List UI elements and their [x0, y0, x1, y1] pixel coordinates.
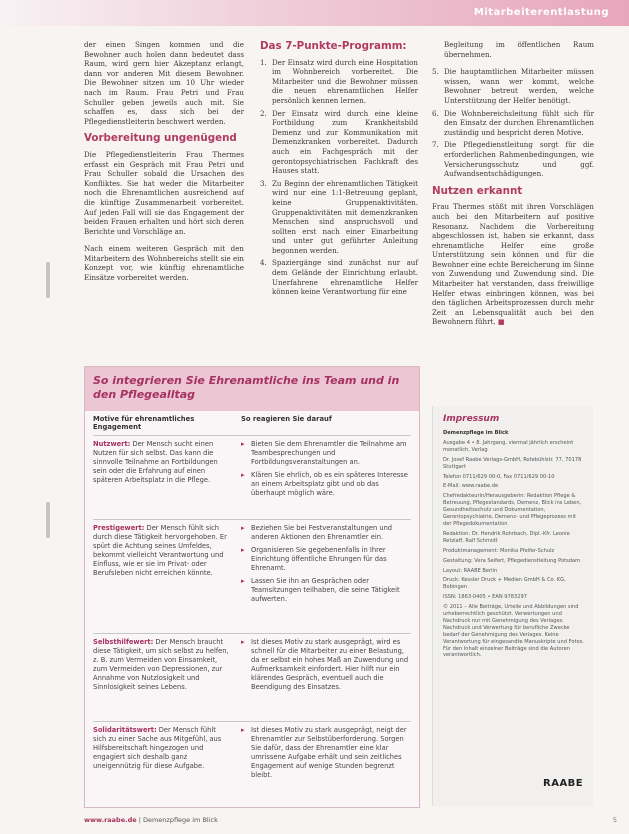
publisher-logo: RAABE [543, 778, 584, 789]
react-cell [241, 726, 411, 784]
impressum-text: Demenzpflege im Blick Ausgabe 4 • 8. Jahrgang, viermal jährlich erscheint monatlich, Verlag Dr. Josef Raabe Verlags-GmbH, Rotebühlstr. 77, 70178 Stuttgart Telefon 0711/629 00-0, Fax 0711/629 00-10 E-Mail: www.raabe.de Chefredakteurin/Herausgeberin: Redaktion Pflege & Betreuung, Pflegestandards, Demenz, Blick ins Leben, Gesundheitsschutz und Dokumentation, Gerontopsychiatrie, Demenz- und Pflegeprozess mit der Pflegedokumentation Redaktion: Dr. Hendrik Rohrbach, Dipl.-Kfr. Leonie Retzlaff, Ralf Schmidt Produktmanagement: Monika Pfeifer-Schulz Gestaltung: Vera Seifert, Pflegedienstleitung Potsdam Layout: RAABE Berlin Druck: Kessler Druck + Medien GmbH & Co. KG, Bobingen ISSN: 1863-0405 • EAN 9783297 © 2011 – Alle Beiträge, Urteile und Abbildungen sind urheberrechtlich geschützt. Verwertungen und Nachdruck nur mit Genehmigung des Verlages. Nachdruck und Verwertung für berufliche Zwecke bedarf der Genehmigung des Verlages. Keine Verantwortung für eingesandte Manuskripte und Fotos. Für den Inhalt einzelner Beiträge sind die Autoren verantwortlich. [443, 430, 584, 659]
motive-cell: Nutzwert: Der Mensch sucht einen Nutzen für sich selbst. Das kann die sinnvolle Teilnahme an Fortbildungen sein oder die Erfahrung auf einen späteren Arbeitsplatz in die Pflege. [93, 440, 218, 484]
list-item: 2. Der Einsatz wird durch eine kleine Fortbildung zum Krankheitsbild Demenz und zur Kommunikation mit Demenzkranken vorbereitet. Dadurch auch ein Fachgespräch mit der gerontopsychiatrischen Fachkraft des Hauses statt. [260, 108, 418, 176]
paragraph: Frau Thermes stößt mit ihren Vorschlägen auch bei den Mitarbeitern auf positive Resonanz. Nachdem die Vorbereitung abgeschlossen ist, haben sie erkannt, dass ehrenamtliche Helfer eine große Unterstützung sein können und für die Bewohner eine echte Bereicherung im Sinne von Zuwendung und Zuwendung sind. Die Mitarbeiter hat verstanden, dass freiwillige Helfer etwas einbringen können, was bei den täglichen Arbeitsprozessen durch mehr Zeit an Lebensqualität auch bei den Bewohnern führt. ■ [432, 202, 594, 327]
motive-cell: Selbsthilfewert: Der Mensch braucht diese Tätigkeit, um sich selbst zu helfen, z. B. zum Vermeiden von Einsamkeit, zum Vermeiden von Depressionen, zur Annahme von Nutzlosigkeit und Sinnlosigkeit seines Lebens. [93, 638, 229, 691]
column-2 [260, 40, 418, 300]
list-item: 7. Die Pflegedienstleitung sorgt für die erforderlichen Rahmenbedingungen, wie Versicherungsschutz und ggf. Aufwandsentschädigungen. [432, 140, 594, 179]
program-list-cont [432, 67, 594, 179]
react-item: ▸ Organisieren Sie gegebenenfalls in Ihrer Einrichtung öffentliche Ehrungen für das Ehrenamt. [241, 546, 411, 573]
footer-link[interactable]: www.raabe.de [84, 816, 137, 824]
react-cell [241, 638, 411, 696]
list-item: 6. Die Wohnbereichsleitung fühlt sich für den Einsatz der durchen Ehrenamtlichen zuständig und bespricht deren Motive. [432, 108, 594, 137]
table-row [93, 633, 411, 722]
react-cell [241, 524, 411, 608]
footer-text: | Demenzpflege im Blick [136, 816, 218, 824]
react-item: ▸ Beziehen Sie bei Festveranstaltungen und anderen Aktionen den Ehrenamtler ein. [241, 524, 411, 542]
react-item: ▸ Ist dieses Motiv zu stark ausgeprägt, neigt der Ehrenamtler zur Selbstüberforderung. Sorgen Sie dafür, dass der Ehrenamtler eine klar umrissene Aufgabe erhält und sein zeitliches Engagement auf wenige Stunden begrenzt bleibt. [241, 726, 411, 780]
table-row [93, 519, 411, 634]
paragraph: Nach einem weiteren Gespräch mit den Mitarbeitern des Wohnbereichs stellt sie ein Konzept vor, wie künftig ehrenamtliche Einsätze vorbereitet werden. [84, 244, 244, 283]
impressum-title: Impressum [443, 414, 500, 424]
column-header-motive: Motive für ehrenamtliches Engagement [93, 415, 195, 431]
binder-hole-top [46, 262, 50, 298]
impressum-box [432, 406, 593, 806]
page-number: 5 [612, 816, 617, 824]
motive-cell: Solidaritätswert: Der Mensch fühlt sich zu einer Sache aus Mitgefühl, aus Hilfsbereitschaft hingezogen und engagiert sich deshalb ganz uneigennützig für diese Aufgabe. [93, 726, 222, 770]
end-mark: ■ [497, 317, 505, 327]
footer [84, 816, 218, 824]
react-cell [241, 440, 411, 502]
paragraph: Die Pflegedienstleiterin Frau Thermes erfasst ein Gespräch mit Frau Petri und Frau Schuller sobald die Ursachen des Konfliktes. Sie hat weder die Mitarbeiter noch die Ehrenamtlichen ausreichend auf die künftige Zusammenarbeit vorbereitet. Auf jeden Fall will sie das Engagement der beiden Frauen erhalten und hört sich deren Berichte und Vorschläge an. [84, 149, 244, 236]
binder-hole-bottom [46, 502, 50, 538]
list-item: 1. Der Einsatz wird durch eine Hospitation im Wohnbereich vorbereitet. Die Mitarbeiter und die Bewohner müssen die neuen ehrenamtlichen Helfer persönlich kennen lernen. [260, 57, 418, 105]
heading-7-punkte: Das 7-Punkte-Programm: [260, 40, 407, 52]
column-1 [84, 40, 244, 291]
table-header [93, 415, 411, 435]
program-list [260, 58, 418, 297]
info-box [84, 366, 420, 808]
info-box-header [85, 367, 419, 411]
heading-vorbereitung: Vorbereitung ungenügend [84, 132, 237, 145]
motive-cell: Prestigewert: Der Mensch fühlt sich durch diese Tätigkeit hervorgehoben. Er spürt die Achtung seines Umfeldes, bekommt vielleicht Verantwortung und Einfluss, wie er sie im Privat- oder Berufsleben nicht erreichen könnte. [93, 524, 227, 577]
continued-text: Begleitung im öffentlichen Raum übernehmen. [444, 40, 594, 59]
react-item: ▸ Bieten Sie dem Ehrenamtler die Teilnahme am Teambesprechungen und Fortbildungsveranstaltungen an. [241, 440, 411, 467]
column-3 [432, 40, 594, 335]
react-item: ▸ Klären Sie ehrlich, ob es ein späteres Interesse an einem Arbeitsplatz gibt und ob das überhaupt möglich wäre. [241, 471, 411, 498]
react-item: ▸ Ist dieses Motiv zu stark ausgeprägt, wird es schnell für die Mitarbeiter zu einer Belastung, da er selbst ein hohes Maß an Zuwendung und Aufmerksamkeit einfordert. Hier hilft nur ein klärendes Gespräch, eventuell auch die Beendigung des Einsatzes. [241, 638, 411, 692]
list-item: 4. Spaziergänge sind zunächst nur auf dem Gelände der Einrichtung erlaubt. Unerfahrene ehrenamtliche Helfer können keine Verantwortung für eine [260, 258, 418, 297]
column-header-react: So reagieren Sie darauf [241, 415, 332, 423]
table-row [93, 721, 411, 806]
list-item: 3. Zu Beginn der ehrenamtlichen Tätigkeit wird nur eine 1:1-Betreuung geplant, keine Gruppenaktivitäten. Gruppenaktivitäten mit demenzkranken Menschen sind anspruchsvoll und sollten erst nach einer Einarbeitung und unter gut geführter Anleitung begonnen werden. [260, 178, 418, 255]
react-item: ▸ Lassen Sie ihn an Gesprächen oder Teamsitzungen teilhaben, die seine Tätigkeit aufwerten. [241, 577, 411, 604]
heading-nutzen: Nutzen erkannt [432, 184, 523, 197]
intro-paragraph: der einen Singen kommen und die Bewohner auch holen dann bedeutet dass Raum, wird gern hier Akzeptanz erlangt, dann vor anderen Mit diesem Bewohner. Die Bewohner sitzen um 10 Uhr wieder nach im Raum. Frau Petri und Frau Schuller geben jeweils auch mit. Sie schaffen es, dass sich bei der Pflegedienstleiterin beschwert werden. [84, 40, 244, 126]
info-box-title: So integrieren Sie Ehrenamtliche ins Team und in den Pflegealltag [93, 374, 400, 401]
table-row [93, 435, 411, 520]
header-bar [0, 0, 629, 26]
section-label: Mitarbeiterentlastung [473, 7, 609, 18]
list-item: 5. Die hauptamtlichen Mitarbeiter müssen wissen, wann wer kommt, welche Bewohner betreut werden, welche Unterstützung der Helfer benötigt. [432, 67, 594, 105]
